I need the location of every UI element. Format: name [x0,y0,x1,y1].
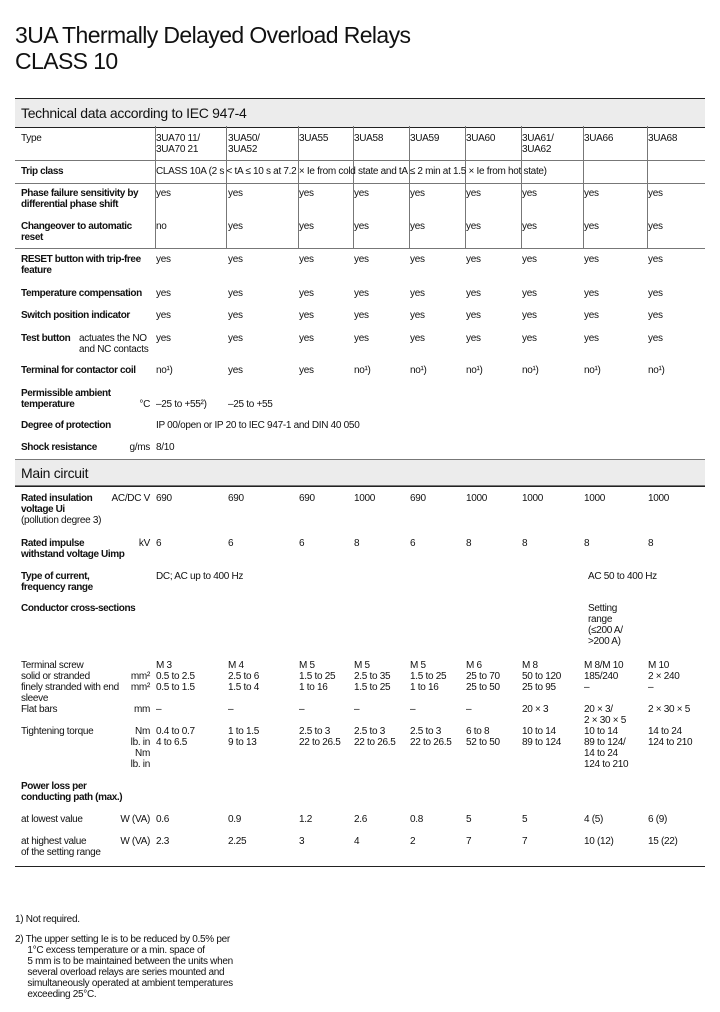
cell-temp-4: yes [410,288,425,299]
cell-flat-8: 2 × 30 × 5 [648,704,691,715]
cell-highest-5: 7 [466,836,472,847]
row-label-insulation: Rated insulation voltage Ui [21,493,93,515]
cell-impulse-4: 6 [410,538,416,549]
row-divider [15,459,705,460]
cell-insulation-7: 1000 [584,493,606,504]
cell-flat-6: 20 × 3 [522,704,549,715]
cell-changeover-7: yes [584,221,599,232]
cell-flat-4: – [410,704,416,715]
unit-impulse: kV [138,538,150,549]
cell-switch-5: yes [466,310,481,321]
row-label-ambient: Permissible ambient temperature [21,388,111,410]
cell-reset-6: yes [522,254,537,265]
cell-phase-6: yes [522,188,537,199]
cell-lowest-5: 5 [466,814,472,825]
cell-torque-5: 6 to 8 52 to 50 [466,726,500,748]
cell-highest-2: 3 [299,836,305,847]
cell-reset-3: yes [354,254,369,265]
span-current-span1: DC; AC up to 400 Hz [156,571,244,582]
cell-reset-2: yes [299,254,314,265]
cell-torque-8: 14 to 24 124 to 210 [648,726,693,748]
cell-impulse-6: 8 [522,538,528,549]
cell-lowest-0: 0.6 [156,814,170,825]
cell-test-5: yes [466,333,481,344]
cell-switch-3: yes [354,310,369,321]
cell-test-3: yes [354,333,369,344]
cell-torque-6: 10 to 14 89 to 124 [522,726,562,748]
cell-torque-0: 0.4 to 0.7 4 to 6.5 [156,726,195,748]
cell-temp-7: yes [584,288,599,299]
cell-test-1: yes [228,333,243,344]
row-label-changeover: Changeover to automatic reset [21,221,132,243]
cell-reset-0: yes [156,254,171,265]
cell-screw-6: M 8 50 to 120 25 to 95 [522,660,562,693]
span-shock-span: 8/10 [156,442,175,453]
cell-impulse-5: 8 [466,538,472,549]
row-label-temp: Temperature compensation [21,288,142,299]
title-line-1: 3UA Thermally Delayed Overload Relays [15,22,411,48]
cell-torque-1: 1 to 1.5 9 to 13 [228,726,259,748]
cell-torque-4: 2.5 to 3 22 to 26.5 [410,726,452,748]
cell-changeover-2: yes [299,221,314,232]
cell-lowest-2: 1.2 [299,814,313,825]
row-divider [15,183,705,184]
unit-ambient: °C [139,399,150,410]
unit-torque: Nm lb. in Nm lb. in [130,726,150,770]
cell-highest-1: 2.25 [228,836,247,847]
section-header-main-circuit [15,459,705,487]
row-label-highest: at highest value of the setting range [21,836,101,858]
row-label-conductor: Conductor cross-sections [21,603,136,614]
cell-screw-2: M 5 1.5 to 25 1 to 16 [299,660,336,693]
cell-lowest-7: 4 (5) [584,814,604,825]
cell-test-7: yes [584,333,599,344]
cell-impulse-8: 8 [648,538,654,549]
cell-impulse-1: 6 [228,538,234,549]
cell-flat-7: 20 × 3/ 2 × 30 × 5 [584,704,627,726]
cell-switch-4: yes [410,310,425,321]
cell-insulation-8: 1000 [648,493,670,504]
unit-shock: g/ms [129,442,150,453]
cell-screw-8: M 10 2 × 240 – [648,660,680,693]
row-divider [15,485,705,486]
unit-flat: mm [133,704,150,715]
row-label-protection: Degree of protection [21,420,111,431]
cell-torque-2: 2.5 to 3 22 to 26.5 [299,726,341,748]
row-label-impulse: Rated impulse withstand voltage Uimp [21,538,125,560]
row-label-screw: Terminal screw solid or stranded finely stranded with end sleeve [21,660,119,704]
cell-terminal-8: no¹) [648,365,665,376]
cell-phase-1: yes [228,188,243,199]
row-divider [15,160,705,161]
cell-highest-7: 10 (12) [584,836,614,847]
cell-changeover-0: no [156,221,167,232]
row-label-torque: Tightening torque [21,726,94,737]
column-divider [226,126,227,248]
cell-insulation-4: 690 [410,493,426,504]
cell-terminal-6: no¹) [522,365,539,376]
row-label-flat: Flat bars [21,704,58,715]
cell-insulation-0: 690 [156,493,172,504]
cell-temp-1: yes [228,288,243,299]
type-header-4: 3UA59 [410,133,440,144]
cell-test-0: yes [156,333,171,344]
cell-temp-8: yes [648,288,663,299]
cell-temp-3: yes [354,288,369,299]
row-sublabel-test: actuates the NO and NC contacts [79,333,149,355]
cell-switch-7: yes [584,310,599,321]
cell-reset-4: yes [410,254,425,265]
cell-changeover-3: yes [354,221,369,232]
cell-switch-0: yes [156,310,171,321]
row-label-trip: Trip class [21,166,64,177]
cell-insulation-6: 1000 [522,493,544,504]
cell-switch-8: yes [648,310,663,321]
cell-reset-7: yes [584,254,599,265]
cell-test-8: yes [648,333,663,344]
span-protection-span: IP 00/open or IP 20 to IEC 947-1 and DIN 40 050 [156,420,360,431]
type-header-3: 3UA58 [354,133,384,144]
section-title-main-circuit: Main circuit [21,465,89,481]
cell-screw-3: M 5 2.5 to 35 1.5 to 25 [354,660,391,693]
cell-highest-4: 2 [410,836,416,847]
cell-screw-5: M 6 25 to 70 25 to 50 [466,660,500,693]
cell-phase-2: yes [299,188,314,199]
span-ambient-span: –25 to +55 [228,399,273,410]
cell-lowest-4: 0.8 [410,814,424,825]
cell-screw-4: M 5 1.5 to 25 1 to 16 [410,660,447,693]
cell-terminal-2: yes [299,365,314,376]
cell-lowest-6: 5 [522,814,528,825]
cell-torque-7: 10 to 14 89 to 124/ 14 to 24 124 to 210 [584,726,629,770]
type-header-6: 3UA61/ 3UA62 [522,133,554,155]
cell-impulse-2: 6 [299,538,305,549]
cell-flat-1: – [228,704,234,715]
span-trip-span: CLASS 10A (2 s < tA ≤ 10 s at 7.2 × Ie from cold state and tA ≤ 2 min at 1.5 × Ie from hot state) [156,166,547,177]
cell-phase-7: yes [584,188,599,199]
row-label-switch: Switch position indicator [21,310,130,321]
row-label-terminal: Terminal for contactor coil [21,365,136,376]
cell-changeover-5: yes [466,221,481,232]
footnote-2: 2) The upper setting Ie is to be reduced by 0.5% per 1°C excess temperature or a min. space of 5 mm is to be maintained between the units when several overload relays are series mounted and simultaneously operated at ambient temperatures exceeding 25°C. [15,934,233,1000]
cell-lowest-3: 2.6 [354,814,368,825]
cell-impulse-7: 8 [584,538,590,549]
cell-changeover-8: yes [648,221,663,232]
cell-flat-5: – [466,704,472,715]
row-label-reset: RESET button with trip-free feature [21,254,141,276]
cell-temp-5: yes [466,288,481,299]
cell-highest-3: 4 [354,836,360,847]
row-label-test: Test button [21,333,71,344]
unit-highest: W (VA) [120,836,150,847]
type-header-1: 3UA50/ 3UA52 [228,133,260,155]
cell-highest-6: 7 [522,836,528,847]
span-ambient-first: –25 to +55²) [156,399,207,410]
cell-flat-2: – [299,704,305,715]
cell-switch-2: yes [299,310,314,321]
cell-impulse-3: 8 [354,538,360,549]
unit-lowest: W (VA) [120,814,150,825]
technical-data-table [15,98,705,867]
unit-screw: mm² mm² [130,671,150,693]
cell-terminal-4: no¹) [410,365,427,376]
cell-insulation-1: 690 [228,493,244,504]
row-sublabel-insulation: (pollution degree 3) [21,515,102,526]
cell-temp-6: yes [522,288,537,299]
cell-terminal-3: no¹) [354,365,371,376]
cell-torque-3: 2.5 to 3 22 to 26.5 [354,726,396,748]
cell-phase-4: yes [410,188,425,199]
row-divider [15,248,705,249]
type-header-5: 3UA60 [466,133,496,144]
setting-range-note: Setting range (≤200 A/ >200 A) [588,603,623,647]
page-title [15,22,410,74]
cell-screw-0: M 3 0.5 to 2.5 0.5 to 1.5 [156,660,195,693]
row-label-lowest: at lowest value [21,814,83,825]
cell-screw-1: M 4 2.5 to 6 1.5 to 4 [228,660,259,693]
cell-flat-0: – [156,704,162,715]
cell-insulation-5: 1000 [466,493,488,504]
cell-reset-5: yes [466,254,481,265]
title-line-2: CLASS 10 [15,48,118,74]
cell-test-2: yes [299,333,314,344]
type-header-7: 3UA66 [584,133,614,144]
row-label-type: Type [21,133,42,144]
cell-terminal-1: yes [228,365,243,376]
cell-lowest-8: 6 (9) [648,814,668,825]
type-header-2: 3UA55 [299,133,329,144]
cell-terminal-5: no¹) [466,365,483,376]
cell-impulse-0: 6 [156,538,162,549]
cell-changeover-1: yes [228,221,243,232]
cell-switch-1: yes [228,310,243,321]
cell-highest-8: 15 (22) [648,836,678,847]
cell-screw-7: M 8/M 10 185/240 – [584,660,624,693]
row-label-current: Type of current, frequency range [21,571,93,593]
unit-insulation: AC/DC V [111,493,150,504]
cell-phase-3: yes [354,188,369,199]
cell-reset-1: yes [228,254,243,265]
cell-temp-2: yes [299,288,314,299]
cell-highest-0: 2.3 [156,836,170,847]
cell-changeover-4: yes [410,221,425,232]
cell-phase-8: yes [648,188,663,199]
cell-reset-8: yes [648,254,663,265]
span-current-span2: AC 50 to 400 Hz [588,571,657,582]
cell-lowest-1: 0.9 [228,814,242,825]
row-label-shock: Shock resistance [21,442,97,453]
cell-flat-3: – [354,704,360,715]
cell-insulation-2: 690 [299,493,315,504]
footnote-1: 1) Not required. [15,914,80,925]
cell-test-4: yes [410,333,425,344]
cell-temp-0: yes [156,288,171,299]
cell-changeover-6: yes [522,221,537,232]
row-label-phase: Phase failure sensitivity by differential phase shift [21,188,139,210]
cell-phase-5: yes [466,188,481,199]
cell-terminal-0: no¹) [156,365,173,376]
cell-phase-0: yes [156,188,171,199]
cell-switch-6: yes [522,310,537,321]
cell-test-6: yes [522,333,537,344]
section-title-technical: Technical data according to IEC 947-4 [21,105,247,121]
section-header-technical [15,98,705,128]
row-label-power: Power loss per conducting path (max.) [21,781,123,803]
cell-terminal-7: no¹) [584,365,601,376]
type-header-0: 3UA70 11/ 3UA70 21 [156,133,200,155]
cell-insulation-3: 1000 [354,493,376,504]
type-header-8: 3UA68 [648,133,678,144]
